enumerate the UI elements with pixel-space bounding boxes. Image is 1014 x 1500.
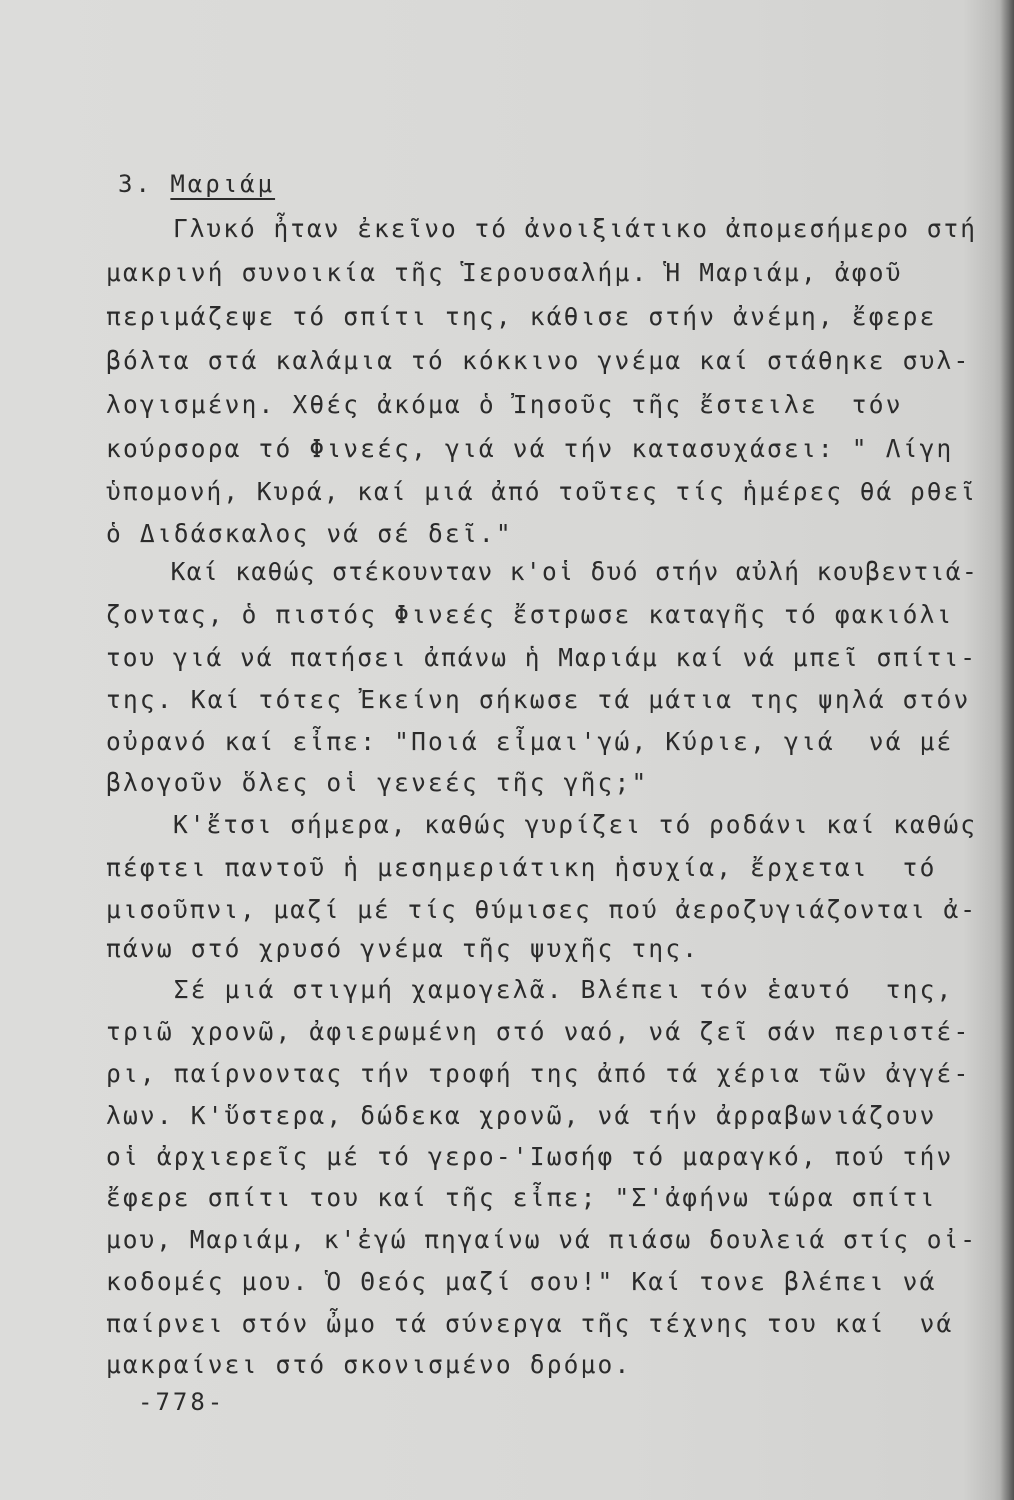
text-line: μου, Μαριάμ, κ'ἐγώ πηγαίνω νά πιάσω δουλειά στίς οἰ-: [106, 1225, 978, 1254]
text-line: ἔφερε σπίτι του καί τῆς εἶπε; "Σ'ἀφήνω τώρα σπίτι: [106, 1183, 937, 1212]
section-number: 3.: [118, 170, 153, 198]
text-line: περιμάζεψε τό σπίτι της, κάθισε στήν ἀνέμη, ἔφερε: [106, 302, 937, 331]
text-line: ὁ Διδάσκαλος νά σέ δεῖ.": [106, 519, 513, 548]
text-line: οὐρανό καί εἶπε: "Ποιά εἶμαι'γώ, Κύριε, γιά νά μέ: [106, 727, 954, 756]
text-line: Γλυκό ἦταν ἐκεῖνο τό ἀνοιξιάτικο ἀπομεσήμερο στή: [106, 214, 978, 243]
text-line: λων. Κ'ὕστερα, δώδεκα χρονῶ, νά τήν ἀρραβωνιάζουν: [106, 1101, 937, 1130]
text-line: μακρινή συνοικία τῆς Ἱερουσαλήμ. Ἡ Μαριάμ, ἀφοῦ: [106, 258, 903, 287]
text-line: Καί καθώς στέκουνταν κ'οἱ δυό στήν αὐλή κουβεντιά-: [106, 557, 979, 586]
text-line: Σέ μιά στιγμή χαμογελᾶ. Βλέπει τόν ἑαυτό της,: [106, 975, 954, 1004]
text-line: βόλτα στά καλάμια τό κόκκινο γνέμα καί στάθηκε συλ-: [106, 346, 971, 375]
text-line: λογισμένη. Χθές ἀκόμα ὁ Ἰησοῦς τῆς ἔστειλε τόν: [106, 390, 903, 419]
page-number: -778-: [138, 1388, 226, 1416]
section-heading: [118, 170, 275, 198]
section-title: Μαριάμ: [170, 170, 276, 198]
text-line: μισοῦπνι, μαζί μέ τίς θύμισες πού ἀεροζυγιάζονται ἀ-: [106, 895, 978, 924]
text-line: πάνω στό χρυσό γνέμα τῆς ψυχῆς της.: [106, 934, 700, 963]
text-line: της. Καί τότες Ἐκείνη σήκωσε τά μάτια της ψηλά στόν: [106, 685, 971, 714]
text-line: κοδομές μου. Ὁ Θεός μαζί σου!" Καί τονε βλέπει νά: [106, 1267, 937, 1296]
text-line: μακραίνει στό σκονισμένο δρόμο.: [106, 1350, 632, 1379]
text-line: πέφτει παντοῦ ἡ μεσημεριάτικη ἡσυχία, ἔρχεται τό: [106, 853, 937, 882]
text-line: ρι, παίρνοντας τήν τροφή της ἀπό τά χέρια τῶν ἀγγέ-: [106, 1059, 971, 1088]
text-line: ζοντας, ὁ πιστός Φινεές ἔστρωσε καταγῆς τό φακιόλι: [106, 600, 954, 629]
text-line: Κ'ἔτσι σήμερα, καθώς γυρίζει τό ροδάνι καί καθώς: [106, 810, 978, 839]
text-line: τριῶ χρονῶ, ἀφιερωμένη στό ναό, νά ζεῖ σάν περιστέ-: [106, 1017, 971, 1046]
text-line: ὑπομονή, Κυρά, καί μιά ἀπό τοῦτες τίς ἡμέρες θά ρθεῖ: [106, 477, 978, 506]
text-line: βλογοῦν ὅλες οἱ γενεές τῆς γῆς;": [106, 768, 649, 797]
text-line: του γιά νά πατήσει ἀπάνω ἡ Μαριάμ καί νά μπεῖ σπίτι-: [106, 643, 978, 672]
text-line: κούρσορα τό Φινεές, γιά νά τήν κατασυχάσει: " Λίγη: [106, 434, 954, 463]
page-edge-shadow: [1000, 0, 1014, 1500]
text-line: παίρνει στόν ὦμο τά σύνεργα τῆς τέχνης του καί νά: [106, 1309, 954, 1338]
text-line: οἱ ἀρχιερεῖς μέ τό γερο-'Ιωσήφ τό μαραγκό, πού τήν: [106, 1142, 954, 1171]
